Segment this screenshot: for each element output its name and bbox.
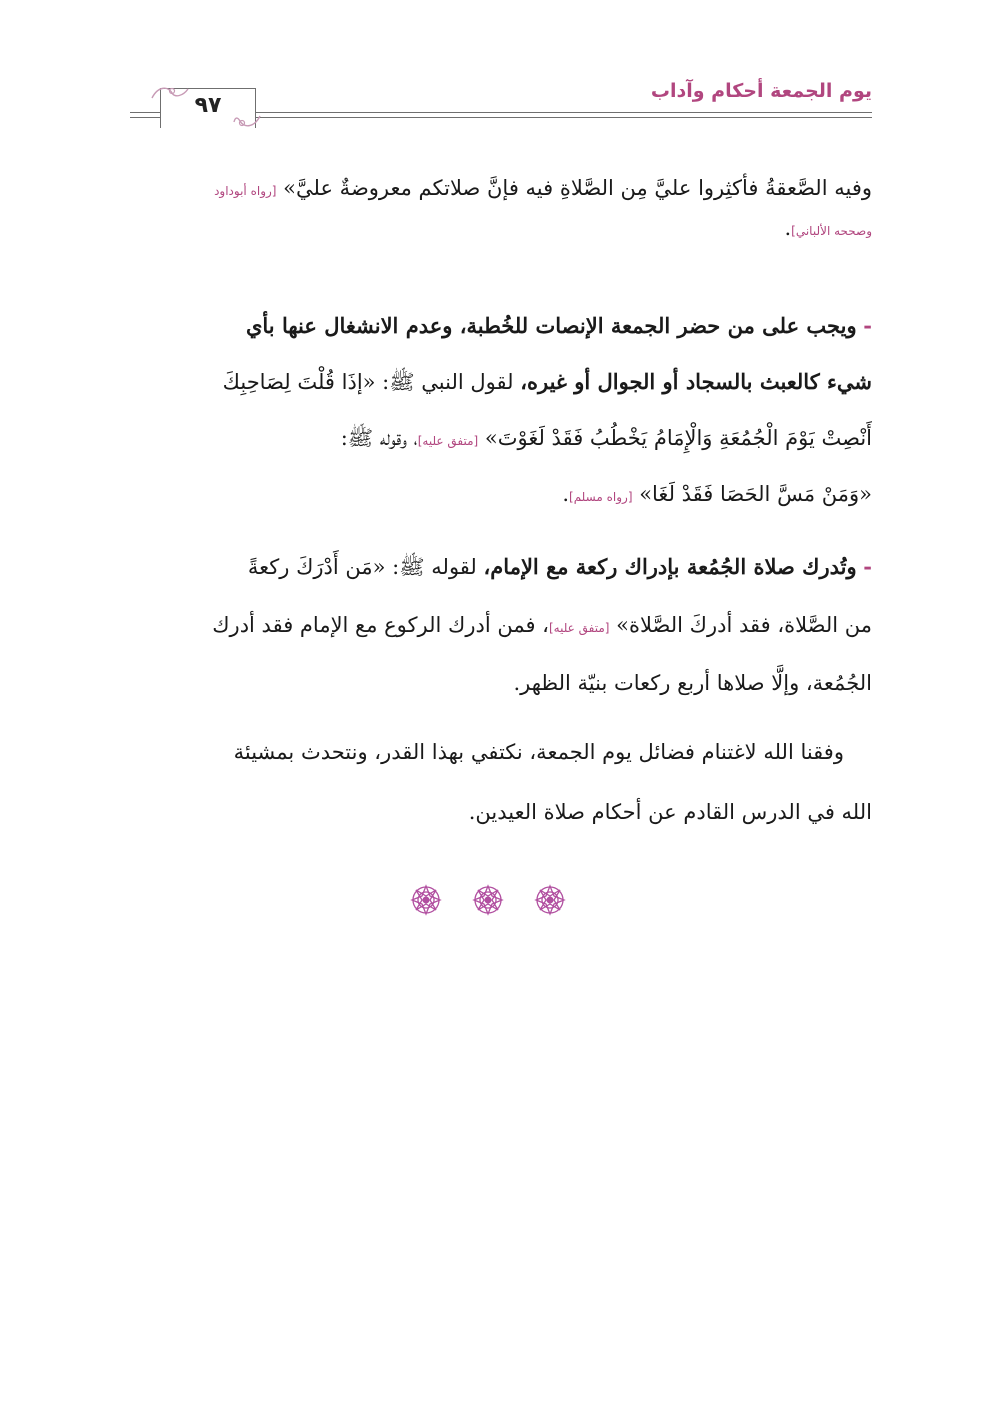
para2-text: لقول النبي ﷺ: «إذَا قُلْتَ لِصَاحِبِكَ [222,370,514,394]
flower-icon [474,886,502,914]
para4-text: وفقنا الله لاغتنام فضائل يوم الجمعة، نكتفي بهذا القدر، ونتحدث بمشيئة [233,740,844,764]
hadith-reference: وصححه الألباني] [791,224,872,238]
section-ornaments [400,880,580,920]
hadith-text: من الصَّلاة، فقد أدركَ الصَّلاة» [616,613,872,637]
para1-text: وفيه الصَّعقةُ فأكثِروا عليَّ مِن الصَّلاةِ فيه فإنَّ صلاتكم معروضةٌ عليَّ» [283,176,872,200]
paragraph-3 [130,538,872,712]
paragraph-4 [130,722,872,842]
para2-bold-text: ويجب على من حضر الجمعة الإنصات للخُطبة، وعدم الانشغال عنها بأي [245,313,857,338]
para4-text: الله في الدرس القادم عن أحكام صلاة العيدين. [468,800,872,824]
para1-end: . [784,216,792,240]
page-number: ٩٧ [194,93,222,118]
flower-icon [536,886,564,914]
hadith-reference: [رواه مسلم] [569,490,633,504]
hadith-reference: [متفق عليه] [417,434,479,448]
flourish-icon [150,84,190,102]
para3-bold-text: وتُدرك صلاة الجُمُعة بإدراك ركعة مع الإمام، [483,554,857,579]
bullet-dash: - [863,313,872,338]
flourish-icon [232,112,262,130]
para3-text: لقوله ﷺ: «مَن أَدْرَكَ ركعةً [247,555,477,579]
para2-end: . [562,482,570,506]
bullet-dash: - [863,554,872,579]
paragraph-1 [130,168,872,248]
hadith-reference: [رواه أبوداود [214,184,277,198]
flower-icon [412,886,440,914]
para3-text: الجُمُعة، وإلَّا صلاها أربع ركعات بنيّة الظهر. [513,671,872,695]
para2-text: ، وقوله ﷺ: [340,426,418,450]
para3-text: ، فمن أدرك الركوع مع الإمام فقد أدرك [212,613,549,637]
hadith-text: «وَمَنْ مَسَّ الحَصَا فَقَدْ لَغَا» [639,482,872,506]
running-header-title: يوم الجمعة أحكام وآداب [650,80,872,102]
paragraph-2 [130,298,872,522]
hadith-reference: [متفق عليه] [548,621,610,635]
para2-bold-text: شيء كالعبث بالسجاد أو الجوال أو غيره، [520,369,872,394]
hadith-text: أَنْصِتْ يَوْمَ الْجُمُعَةِ وَالْإِمَامُ يَخْطُبُ فَقَدْ لَغَوْتَ» [484,426,872,450]
